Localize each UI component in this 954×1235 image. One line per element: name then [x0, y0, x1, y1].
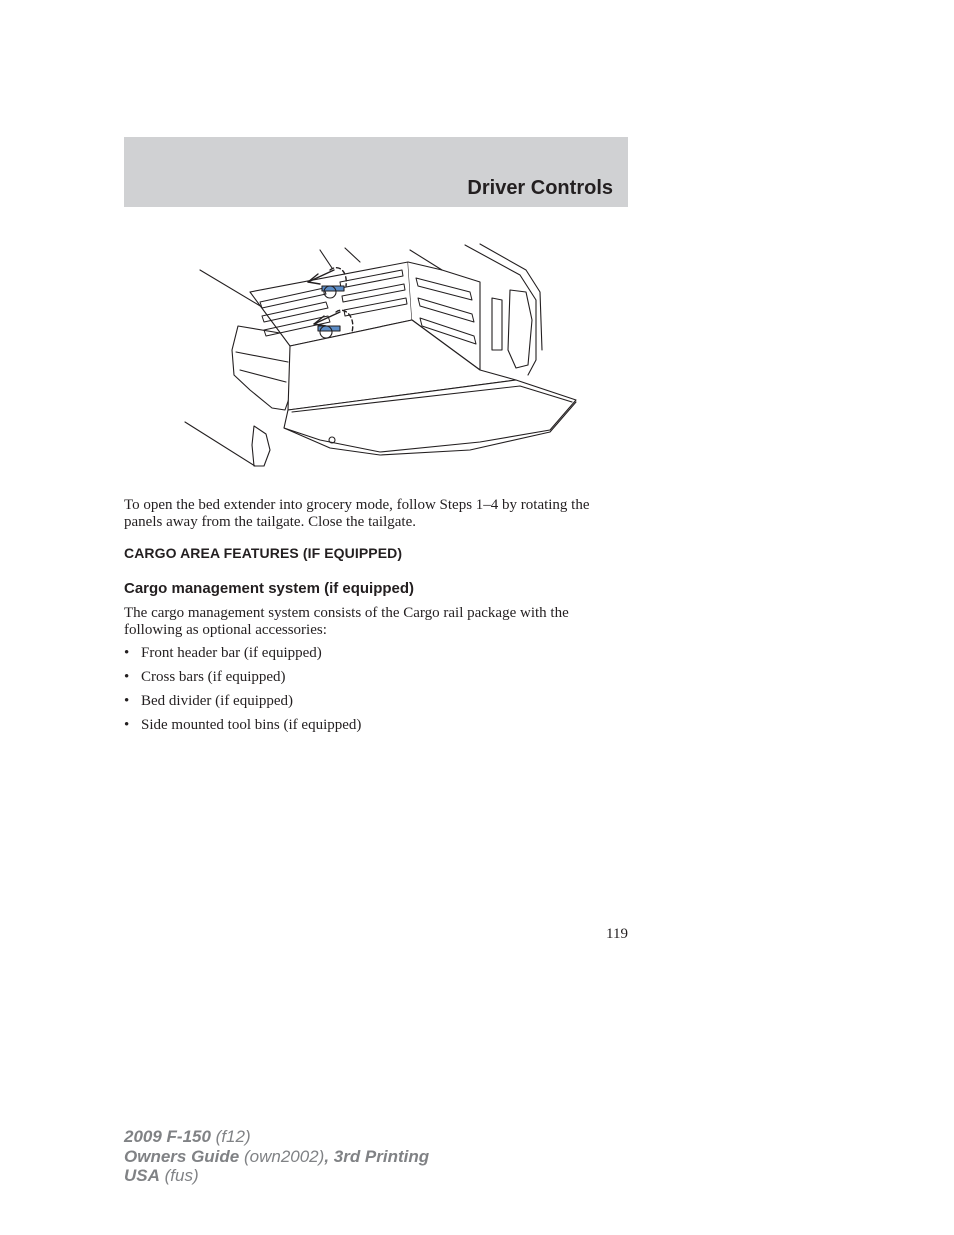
section-header-band: [124, 137, 628, 207]
footer-market-code: (fus): [159, 1166, 199, 1185]
footer-guide-code: (own2002): [239, 1146, 325, 1166]
bullet-mark: •: [124, 717, 130, 733]
section-title: Driver Controls: [467, 177, 613, 199]
list-item: [124, 717, 361, 741]
right-latch: [492, 298, 502, 350]
right-tail-lamp: [508, 290, 532, 368]
footer-line-2: [124, 1147, 429, 1167]
bullet-mark: •: [124, 669, 130, 685]
footer-model: 2009 F-150: [124, 1127, 211, 1146]
document-footer: [124, 1127, 429, 1186]
left-body-lower-line: [185, 422, 255, 466]
list-item: [124, 693, 361, 717]
intro-paragraph: To open the bed extender into grocery mode, follow Steps 1–4 by rotating the panels away from the tailgate. Close the tailgate.: [124, 497, 590, 530]
footer-guide: Owners Guide: [124, 1146, 240, 1166]
footer-line-1: [124, 1127, 429, 1147]
list-item-text: Bed divider (if equipped): [141, 693, 294, 709]
list-item-text: Cross bars (if equipped): [141, 669, 286, 685]
section-heading: CARGO AREA FEATURES (IF EQUIPPED): [124, 545, 403, 561]
list-item: [124, 669, 361, 693]
section-paragraph: The cargo management system consists of the Cargo rail package with the following as optional accessories:: [124, 605, 569, 638]
list-item: [124, 645, 361, 669]
section-subheading: Cargo management system (if equipped): [124, 580, 415, 597]
footer-printing: , 3rd Printing: [324, 1146, 430, 1166]
bed-extender-illustration: [180, 240, 580, 472]
list-item-text: Side mounted tool bins (if equipped): [141, 717, 362, 733]
footer-line-3: [124, 1166, 429, 1186]
footer-model-code: (f12): [210, 1127, 251, 1146]
accessory-list: [124, 645, 361, 741]
page-number: 119: [606, 926, 628, 942]
left-bumper: [252, 426, 270, 466]
list-item-text: Front header bar (if equipped): [141, 645, 322, 661]
footer-market: USA: [124, 1166, 160, 1185]
bullet-mark: •: [124, 693, 130, 709]
bullet-mark: •: [124, 645, 130, 661]
